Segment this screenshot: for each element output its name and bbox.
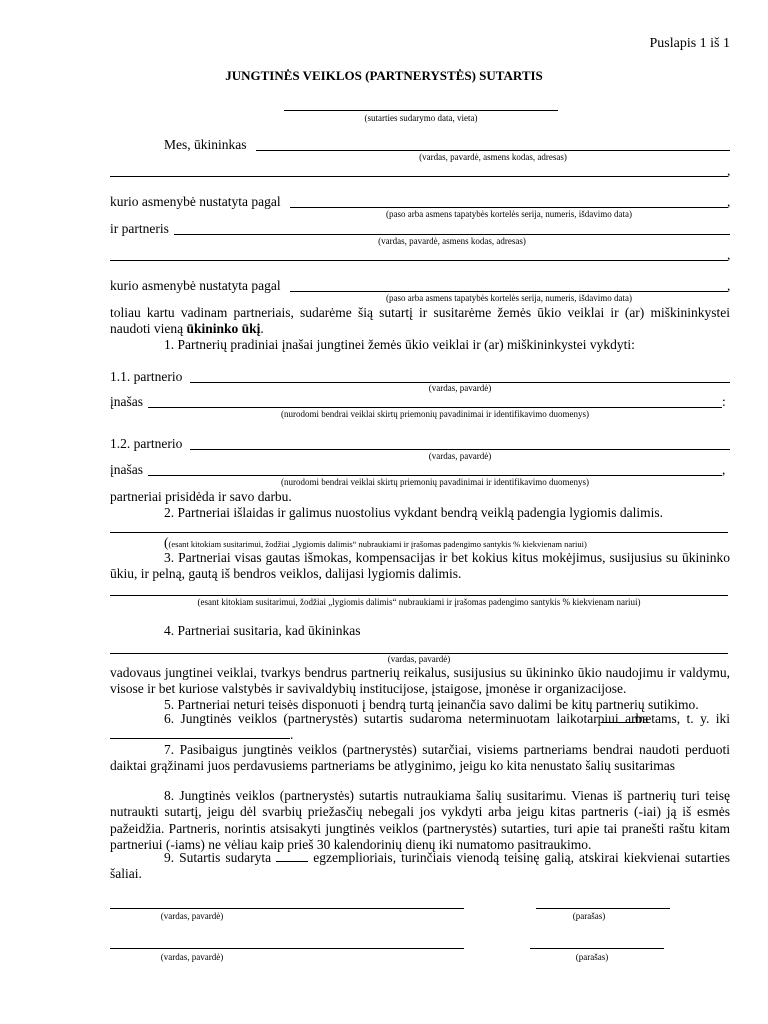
- date-place-caption: (sutarties sudarymo data, vieta): [364, 113, 478, 123]
- partner-1-1-label: 1.1. partnerio: [110, 369, 183, 384]
- colon: :: [722, 394, 726, 409]
- clause-6-years-text: metams, t. y. iki: [634, 711, 731, 726]
- partner-name-line[interactable]: [174, 234, 730, 235]
- comma: ,: [727, 194, 731, 209]
- contribution-label-1: įnašas: [110, 394, 143, 409]
- clause-9-text-b: egzemplioriais, turinčiais vienodą teisinę galią, atskirai kiekvienai sutarties šaliai.: [110, 850, 730, 882]
- comma: ,: [727, 278, 731, 293]
- end-date-blank[interactable]: [110, 738, 290, 739]
- own-work-text: partneriai prisidėda ir savo darbu.: [110, 489, 292, 504]
- farmer-name-line[interactable]: [256, 150, 730, 151]
- contribution-line-1[interactable]: [148, 407, 722, 408]
- partner-name-caption: (vardas, pavardė, asmens kodas, adresas): [378, 236, 526, 246]
- equipment-caption-1: (nurodomi bendrai veiklai skirtų priemonių pavadinimai ir identifikavimo duomenys): [281, 409, 589, 419]
- equipment-caption-2: (nurodomi bendrai veiklai skirtų priemonių pavadinimai ir identifikavimo duomenys): [281, 477, 589, 487]
- passport-caption-1: (paso arba asmens tapatybės kortelės serija, numeris, išdavimo data): [386, 209, 632, 219]
- signature-2-caption: (parašas): [575, 952, 609, 962]
- intro-end: .: [260, 321, 264, 337]
- contribution-line-2[interactable]: [148, 475, 722, 476]
- partner-1-2-label: 1.2. partnerio: [110, 436, 183, 451]
- clause-7: 7. Pasibaigus jungtinės veiklos (partnerystės) sutarčiai, visiems partneriams bendrai naudoti perduoti daiktai grąžinami juos perdavusiems partneriams be atlyginimo, jeigu ko kita nenustato šalių susitarimas: [110, 742, 730, 774]
- signatory-1-name-caption: (vardas, pavardė): [160, 911, 224, 921]
- years-blank[interactable]: [601, 722, 635, 723]
- farmer-address-line[interactable]: [110, 176, 728, 177]
- and-partner-label: ir partneris: [110, 221, 169, 236]
- period: .: [290, 727, 294, 743]
- comma: ,: [722, 462, 726, 477]
- clause-9-text-a: 9. Sutartis sudaryta: [164, 850, 272, 865]
- signatory-1-name-line[interactable]: [110, 908, 464, 909]
- ratio-caption-a: (esant kitokiam susitarimui, žodžiai „lygiomis dalimis“ nubraukiami ir įrašomas padengimo santykis % kiekvienam nariui): [168, 539, 587, 549]
- signature-2-line[interactable]: [530, 948, 664, 949]
- clause-2: 2. Partneriai išlaidas ir galimus nuostolius vykdant bendrą veiklą padengia lygiomis dalimis.: [164, 505, 664, 520]
- clause-8: 8. Jungtinės veiklos (partnerystės) sutartis nutraukiama šalių susitarimu. Vienas iš partnerių turi teisę nutraukti sutartį, jeigu dėl svarbių priežasčių nebegali jos vykdyti arba jeigu kitas partneris (-iai) ją iš esmės pažeidžia. Partneris, norintis atsisakyti jungtinės veiklos (partnerystės) sutarties, turi apie tai pranešti raštu kitam partneriui (-iams) ne vėliau kaip prieš 30 kalendorinių dienų iki numatomo pasitraukimo.: [110, 788, 730, 852]
- we-farmer-label: Mes, ūkininkas: [164, 137, 247, 152]
- identity-label-1: kurio asmenybė nustatyta pagal: [110, 194, 281, 209]
- date-place-line[interactable]: [284, 110, 558, 111]
- contribution-label-2: įnašas: [110, 462, 143, 477]
- clause-3: 3. Partneriai visas gautas išmokas, kompensacijas ir bet kokius kitus mokėjimus, susijusius su ūkininko ūkiu, ir pelną, gautą iš bendros veiklos, dalijasi lygiomis dalimis.: [110, 550, 730, 582]
- comma: ,: [727, 247, 731, 262]
- identity-doc-line-2[interactable]: [290, 291, 728, 292]
- intro-text: toliau kartu vadinam partneriais, sudarėme šią sutartį ir susitarėme žemės ūkio veiklai ir (ar) miškininkystei naudoti vieną: [110, 305, 730, 337]
- clause-9: [110, 850, 730, 883]
- clause-1: 1. Partnerių pradiniai įnašai jungtinei žemės ūkio veiklai ir (ar) miškininkystei vykdyti:: [164, 337, 635, 352]
- farmer-name-caption: (vardas, pavardė, asmens kodas, adresas): [419, 152, 567, 162]
- intro-paragraph: [110, 305, 730, 338]
- manager-name-caption: (vardas, pavardė): [387, 654, 451, 664]
- clause-6-text: 6. Jungtinės veiklos (partnerystės) sutartis sudaroma neterminuotam laikotarpiui arba: [164, 711, 649, 726]
- partner-1-2-name-caption: (vardas, pavardė): [428, 451, 492, 461]
- page-number: Puslapis 1 iš 1: [649, 36, 730, 51]
- clause-4: 4. Partneriai susitaria, kad ūkininkas: [164, 623, 361, 638]
- document-title: JUNGTINĖS VEIKLOS (PARTNERYSTĖS) SUTARTIS: [225, 68, 543, 83]
- intro-bold-term: ūkininko ūkį: [186, 321, 261, 337]
- partner-address-line[interactable]: [110, 260, 728, 261]
- signature-1-caption: (parašas): [572, 911, 606, 921]
- clause-4-continuation: vadovaus jungtinei veiklai, tvarkys bendrus partnerių reikalus, susijusius su ūkininko ūkio naudojimu ir valdymu, visose ir bet kuriose valstybės ir savivaldybių institucijose, įstaigose, įmonėse ir organizacijose.: [110, 665, 730, 697]
- clause-3-ratio-line[interactable]: [110, 595, 728, 596]
- identity-doc-line-1[interactable]: [290, 207, 728, 208]
- identity-label-2: kurio asmenybė nustatyta pagal: [110, 278, 281, 293]
- signature-1-line[interactable]: [536, 908, 670, 909]
- ratio-caption-b: (esant kitokiam susitarimui, žodžiai „lygiomis dalimis“ nubraukiami ir įrašomas padengimo santykis % kiekvienam nariui): [197, 597, 641, 607]
- passport-caption-2: (paso arba asmens tapatybės kortelės serija, numeris, išdavimo data): [386, 293, 632, 303]
- clause-5: 5. Partneriai neturi teisės disponuoti į bendrą turtą įeinančia savo dalimi be kitų partnerių sutikimo.: [164, 697, 699, 712]
- comma: ,: [727, 163, 731, 178]
- signatory-2-name-line[interactable]: [110, 948, 464, 949]
- partner-1-2-name-line[interactable]: [190, 449, 730, 450]
- signatory-2-name-caption: (vardas, pavardė): [160, 952, 224, 962]
- clause-6: [110, 711, 730, 744]
- partner-1-1-name-caption: (vardas, pavardė): [428, 383, 492, 393]
- clause-2-ratio-line[interactable]: [110, 532, 728, 533]
- ratio-caption-a-wrap: ((esant kitokiam susitarimui, žodžiai „lygiomis dalimis“ nubraukiami ir įrašomas padengimo santykis % kiekvienam nariui): [164, 535, 587, 550]
- copies-blank[interactable]: [276, 861, 308, 862]
